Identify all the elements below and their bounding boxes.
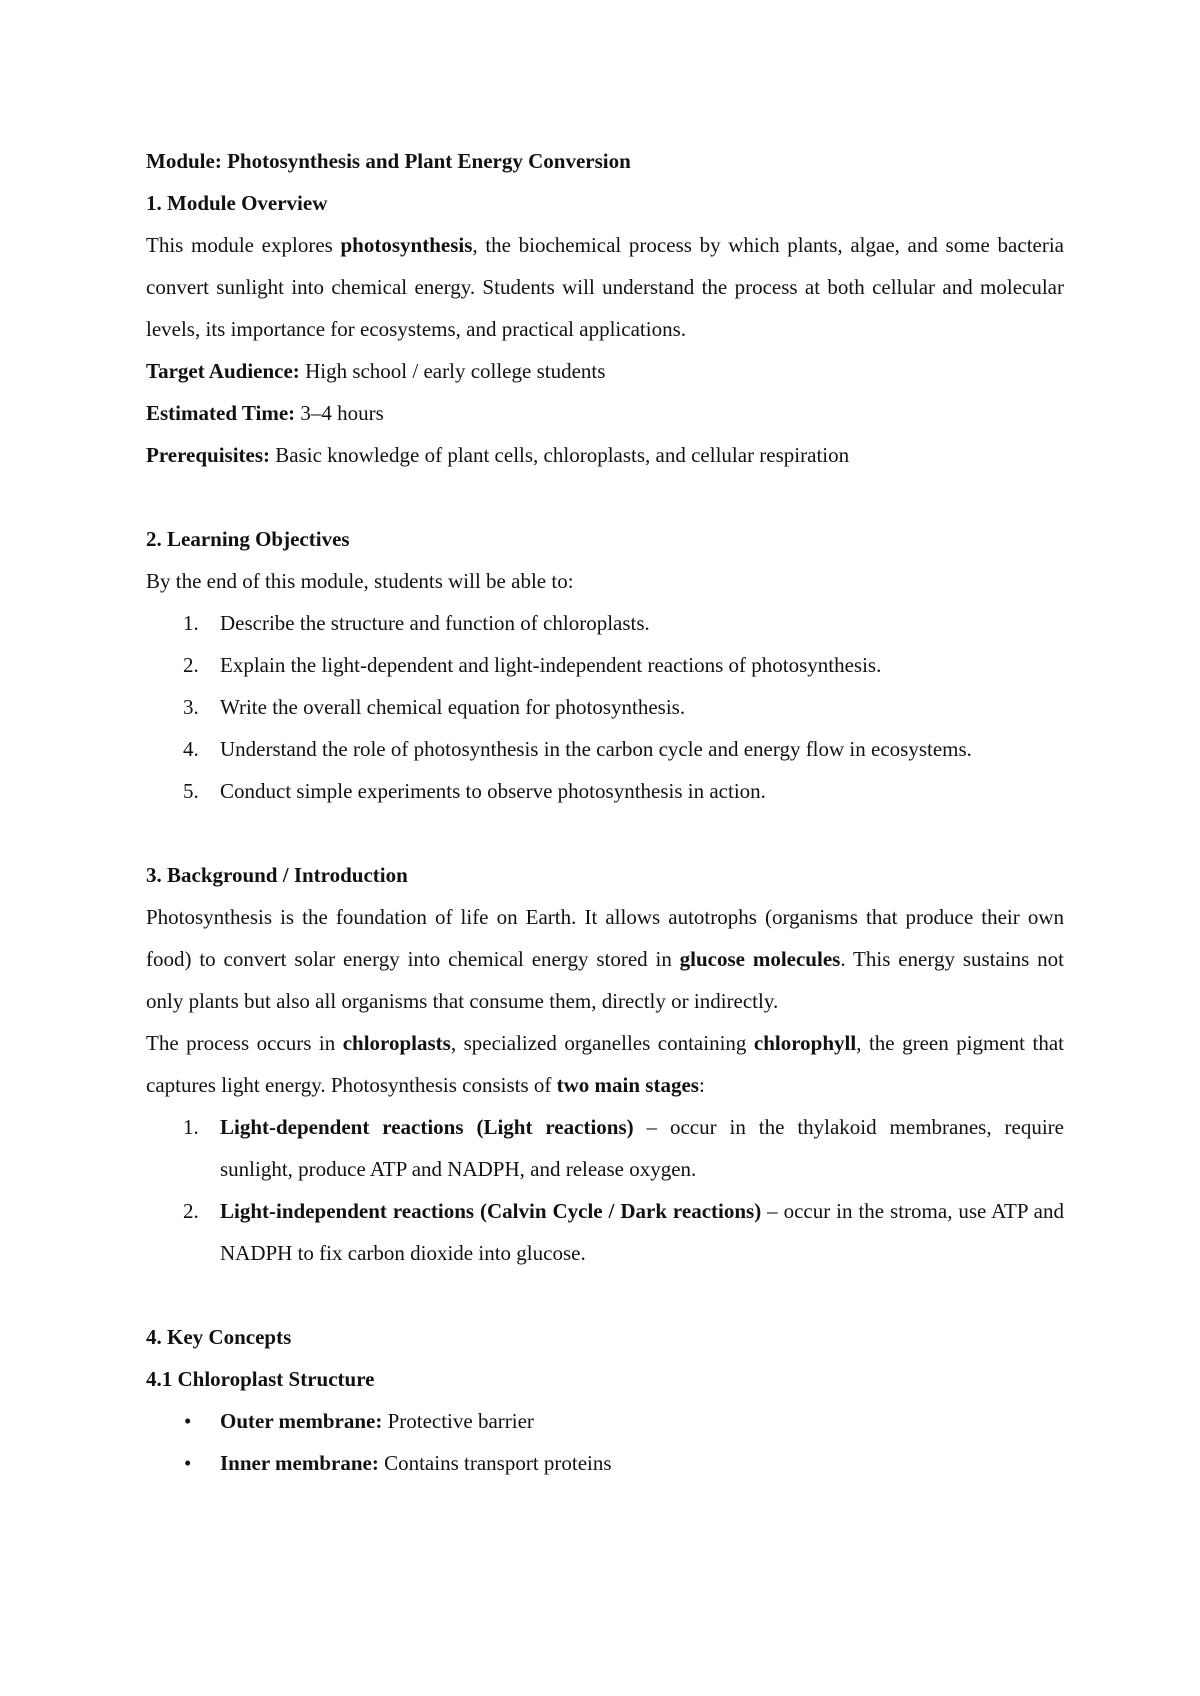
chloroplast-structure-list [146, 1400, 1064, 1484]
list-item: 2. Explain the light-dependent and light-independent reactions of photosynthesis. [183, 653, 882, 677]
estimated-time: Estimated Time: 3–4 hours [146, 401, 384, 425]
list-item: • Inner membrane: Contains transport proteins [146, 1442, 1064, 1484]
list-item: 4. Understand the role of photosynthesis in the carbon cycle and energy flow in ecosystems. [183, 737, 972, 761]
background-paragraph-2: The process occurs in chloroplasts, specialized organelles containing chlorophyll, the green pigment that captures light energy. Photosynthesis consists of two main stages: [146, 1031, 1064, 1097]
background-heading: 3. Background / Introduction [146, 863, 408, 887]
module-title: Module: Photosynthesis and Plant Energy Conversion [146, 149, 631, 173]
bullet-icon: • [184, 1451, 192, 1475]
list-item: 5. Conduct simple experiments to observe photosynthesis in action. [183, 779, 766, 803]
list-item: • Outer membrane: Protective barrier [146, 1400, 1064, 1442]
list-item: 1. Light-dependent reactions (Light reactions) – occur in the thylakoid membranes, require sunlight, produce ATP and NADPH, and release oxygen. [183, 1115, 1064, 1181]
objectives-heading: 2. Learning Objectives [146, 527, 350, 551]
target-audience: Target Audience: High school / early college students [146, 359, 606, 383]
spacer [146, 1274, 1064, 1316]
list-item: 3. Write the overall chemical equation for photosynthesis. [183, 695, 686, 719]
objectives-list [146, 602, 1064, 812]
concepts-heading: 4. Key Concepts [146, 1325, 292, 1349]
overview-paragraph: This module explores photosynthesis, the biochemical process by which plants, algae, and some bacteria convert sunlight into chemical energy. Students will understand the process at both cellular and molecular levels, its importance for ecosystems, and practical applications. [146, 233, 1065, 341]
objectives-intro: By the end of this module, students will be able to: [146, 569, 574, 593]
list-item: 1. Describe the structure and function of chloroplasts. [183, 611, 650, 635]
document-body [146, 140, 1064, 1484]
chloroplast-structure-heading: 4.1 Chloroplast Structure [146, 1367, 375, 1391]
background-paragraph-1: Photosynthesis is the foundation of life on Earth. It allows autotrophs (organisms that produce their own food) to convert solar energy into chemical energy stored in glucose molecules. This energy sustains not only plants but also all organisms that consume them, directly or indirectly. [146, 905, 1065, 1013]
list-item: 2. Light-independent reactions (Calvin Cycle / Dark reactions) – occur in the stroma, use ATP and NADPH to fix carbon dioxide into glucose. [183, 1199, 1064, 1265]
spacer [146, 476, 1064, 518]
spacer [146, 812, 1064, 854]
bullet-icon: • [184, 1409, 192, 1433]
prerequisites: Prerequisites: Basic knowledge of plant cells, chloroplasts, and cellular respiration [146, 443, 850, 467]
overview-heading: 1. Module Overview [146, 191, 328, 215]
stages-list [146, 1106, 1064, 1274]
